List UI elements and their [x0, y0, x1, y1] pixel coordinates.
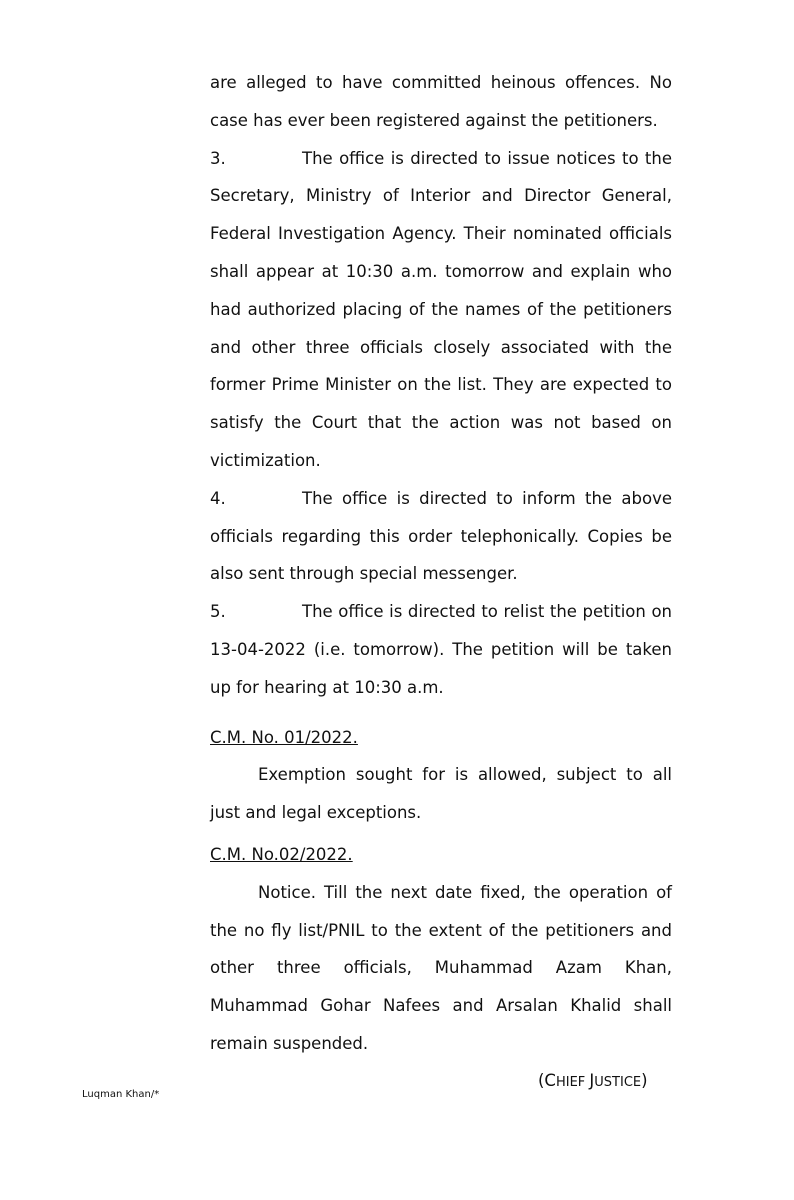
signature-part1: HIEF [555, 1075, 590, 1090]
cm-01-heading: C.M. No. 01/2022. [210, 727, 358, 747]
cm-02-text: Notice. Till the next date fixed, the operation of the no fly list/PNIL to the extent of the petitioners and other three officials, Muhammad Azam Khan, Muhammad Gohar Nafees and Arsalan Khalid shall remain suspended. [210, 882, 672, 1053]
paragraph-number: 5. [210, 602, 226, 622]
typist-initials: Luqman Khan/* [82, 1089, 160, 1100]
paragraph-text: The office is directed to issue notices to the Secretary, Ministry of Interior and Director General, Federal Investigation Agency. Their nominated officials shall appear at 10:30 a.m. tomorrow and explain who had authorized placing of the names of the petitioners and other three officials closely associated with the former Prime Minister on the list. They are expected to satisfy the Court that the action was not based on victimization. [210, 148, 672, 470]
paragraph-number: 3. [210, 148, 226, 168]
paragraph-text: The office is directed to inform the above officials regarding this order telephonically. Copies be also sent through special messenger. [210, 488, 672, 584]
paragraph-4 [210, 480, 672, 593]
order-body [210, 64, 672, 1063]
paragraph-text: The office is directed to relist the petition on 13-04-2022 (i.e. tomorrow). The petition will be taken up for hearing at 10:30 a.m. [210, 602, 672, 697]
paragraph-5 [210, 593, 672, 706]
continuation-paragraph: are alleged to have committed heinous offences. No case has ever been registered against the petitioners. [210, 73, 672, 130]
paragraph-3 [210, 140, 672, 480]
signature-part2: USTICE [594, 1075, 642, 1090]
cm-01-text: Exemption sought for is allowed, subject to all just and legal exceptions. [210, 765, 672, 823]
signature-close: ) [641, 1071, 648, 1090]
cm-02-heading: C.M. No.02/2022. [210, 844, 353, 864]
signature-block [538, 1068, 648, 1096]
paragraph-number: 4. [210, 488, 226, 508]
signature-open: (C [538, 1071, 556, 1090]
signature-j: J [589, 1071, 595, 1090]
